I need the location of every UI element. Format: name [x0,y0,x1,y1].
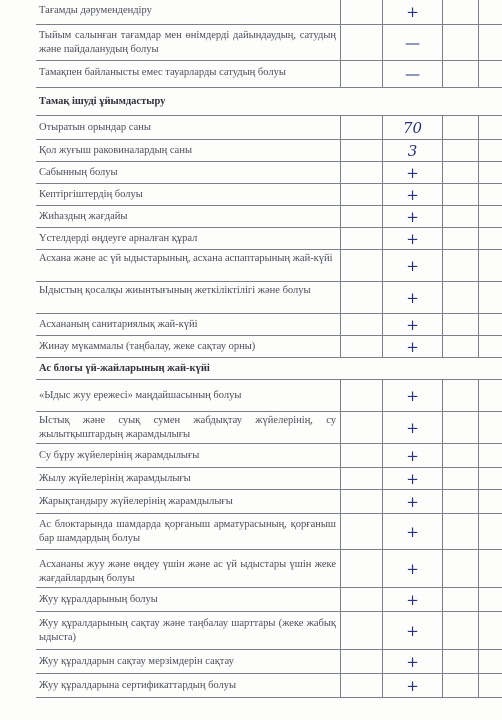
table-row [36,612,502,650]
row-label: Сабынның болуы [39,167,118,178]
section-heading: Ас блогы үй-жайларының жай-күйі [39,363,210,374]
row-mark: + [406,386,419,405]
table-row [36,336,502,358]
row-mark: + [406,229,419,248]
row-label: Тағамды дәрумендендіру [39,5,152,16]
table-row [36,674,502,698]
table-row [36,282,502,314]
row-mark: + [406,418,419,437]
table-row [36,25,502,61]
table-row [36,490,502,514]
row-label: Жиһаздың жағдайы [39,211,128,222]
table-row [36,650,502,674]
row-mark: + [406,207,419,226]
row-label: Жылу жүйелерінің жарамдылығы [39,473,191,484]
row-mark: + [406,315,419,334]
table-row [36,380,502,412]
row-mark: + [406,559,419,578]
table-row [36,314,502,336]
table-row [36,514,502,550]
row-mark: + [406,3,419,21]
row-label: Асхана және ас үй ыдыстарының, асхана аспаптарының жай-күйі [39,253,333,264]
table-row [36,588,502,612]
row-mark: + [406,522,419,541]
table-row [36,550,502,588]
table-row [36,444,502,468]
row-label: Ыдыстың қосалқы жиынтығының жеткіліктілігі және болуы [39,285,311,296]
table-row [36,468,502,490]
row-label: Үстелдерді өңдеуге арналған құрал [39,233,198,244]
row-mark: + [406,256,419,275]
table-row [36,140,502,162]
row-label: Ыстық және суық сумен жабдықтау жүйелерінің, су жылытқыштардың жарамдылығы [39,415,336,440]
table-row [36,206,502,228]
row-mark: + [406,337,419,356]
row-mark: + [406,676,419,695]
table-row [36,184,502,206]
table-row [36,412,502,444]
table-row [36,250,502,282]
row-mark: + [406,492,419,511]
row-label: Ас блоктарында шамдарда қорғаныш арматурасының, қорғаныш бар шамдардың болуы [39,519,336,544]
row-mark: 70 [402,118,423,137]
row-mark: + [406,621,419,640]
row-mark: — [405,65,420,83]
row-mark: + [406,590,419,609]
table-row [36,116,502,140]
table-row [36,228,502,250]
row-label: Тамақпен байланысты емес тауарларды сатудың болуы [39,67,286,78]
row-mark: + [406,163,419,182]
row-mark: 3 [407,141,418,160]
row-label: Тыйым салынған тағамдар мен өнімдерді дайындаудың, сатудың және пайдаланудың болуы [39,30,336,55]
row-label: Жуу құралдарына сертификаттардың болуы [39,680,237,691]
row-label: Жуу құралдарының болуы [39,594,158,605]
row-mark: — [405,33,420,52]
section-row [36,358,502,380]
section-heading: Тамақ ішуді ұйымдастыру [39,96,166,107]
section-row [36,88,502,116]
row-label: Қол жуғыш раковиналардың саны [39,145,193,156]
row-mark: + [406,469,419,488]
row-label: «Ыдыс жуу ережесі» маңдайшасының болуы [39,390,242,401]
row-mark: + [406,446,419,465]
row-label: Отыратын орындар саны [39,122,151,133]
row-label: Жинау мүкаммалы (таңбалау, жеке сақтау орны) [39,341,256,352]
row-label: Су бұру жүйелерінің жарамдылығы [39,450,200,461]
table-row [36,61,502,88]
table-row [36,162,502,184]
row-label: Жуу құралдарының сақтау және таңбалау шарттары (жеке жабық ыдыста) [39,618,336,643]
table-row [36,0,502,25]
row-mark: + [406,185,419,204]
row-mark: + [406,652,419,671]
row-label: Жарықтандыру жүйелерінің жарамдылығы [39,496,233,507]
row-label: Жуу құралдарын сақтау мерзімдерін сақтау [39,656,234,667]
row-label: Асхананы жуу және өңдеу үшін және ас үй ыдыстары үшін жеке жағдайлардың болуы [39,559,336,584]
row-label: Кептіргіштердің болуы [39,189,143,200]
row-mark: + [406,288,419,307]
row-label: Асхананың санитариялық жай-күйі [39,319,198,330]
